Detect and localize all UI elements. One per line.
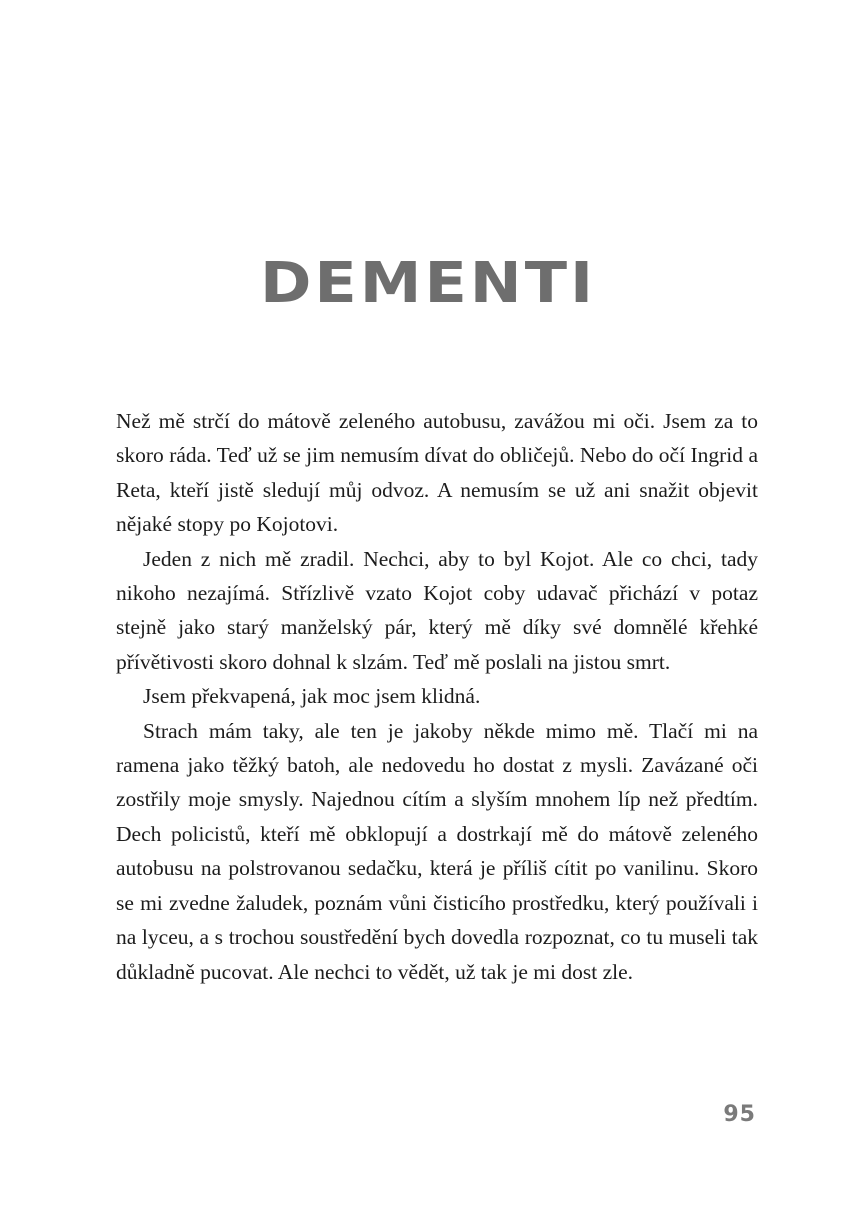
- chapter-body: [116, 404, 758, 989]
- paragraph: Jsem překvapená, jak moc jsem klidná.: [143, 684, 481, 709]
- paragraph: Strach mám taky, ale ten je jakoby někde mimo mě. Tlačí mi na ramena jako těžký batoh, ale nedovedu ho dostat z mysli. Zavázané oči zostřily moje smysly. Najednou cítím a slyším mnohem líp než předtím. Dech policistů, kteří mě obklopují a dostrkají mě do mátově zeleného autobusu na polstrovanou sedačku, která je příliš cítit po vanilinu. Skoro se mi zvedne žaludek, poznám vůni čisticího prostředku, který používali i na lyceu, a s trochou soustředění bych dovedla rozpoznat, co tu museli tak důkladně pucovat. Ale nechci to vědět, už tak je mi dost zle.: [116, 718, 758, 984]
- paragraph: Než mě strčí do mátově zeleného autobusu, zavážou mi oči. Jsem za to skoro ráda. Teď už se jim nemusím dívat do obličejů. Nebo do očí Ingrid a Reta, kteří jistě sledují můj odvoz. A nemusím se už ani snažit objevit nějaké stopy po Kojotovi.: [116, 409, 758, 537]
- chapter-title: DEMENTI: [259, 249, 597, 316]
- page-number: 95: [723, 1102, 756, 1127]
- paragraph: Jeden z nich mě zradil. Nechci, aby to byl Kojot. Ale co chci, tady nikoho nezajímá. Střízlivě vzato Kojot coby udavač přichází v potaz stejně jako starý manželský pár, který mě díky své domnělé křehké přívětivosti skoro dohnal k slzám. Teď mě poslali na jistou smrt.: [116, 546, 758, 674]
